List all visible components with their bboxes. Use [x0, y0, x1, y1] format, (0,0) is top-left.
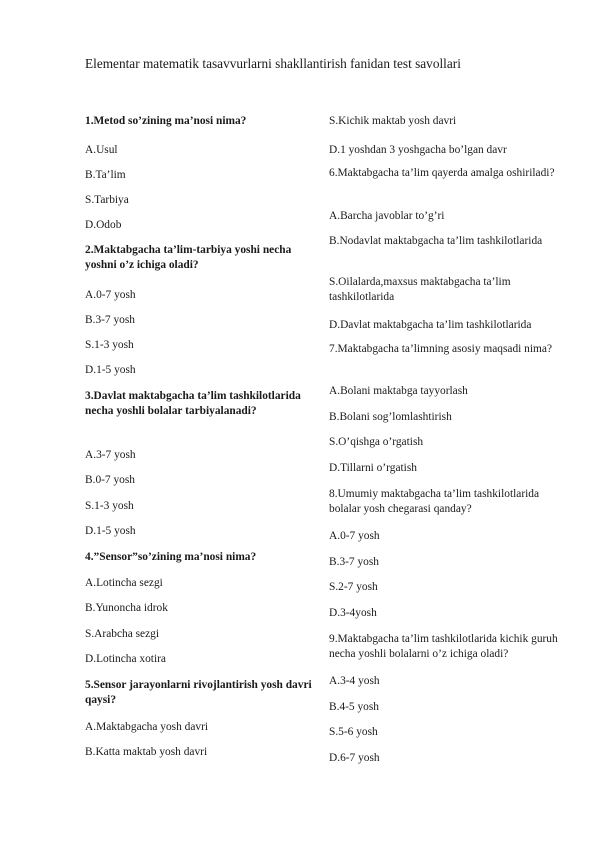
answer-4b: B.Yunoncha idrok	[85, 602, 168, 614]
answer-9a: A.3-4 yosh	[329, 675, 380, 687]
answer-6d: D.Davlat maktabgacha ta’lim tashkilotlarida	[329, 319, 532, 331]
answer-9c: S.5-6 yosh	[329, 726, 378, 738]
answer-2a: A.0-7 yosh	[85, 289, 136, 301]
answer-2b: B.3-7 yosh	[85, 314, 135, 326]
answer-4d: D.Lotincha xotira	[85, 653, 166, 665]
question-2: 2.Maktabgacha ta’lim-tarbiya yoshi necha yoshni o’z ichiga oladi?	[85, 244, 292, 271]
answer-1d: D.Odob	[85, 219, 122, 231]
answer-3d: D.1-5 yosh	[85, 525, 136, 537]
answer-3c: S.1-3 yosh	[85, 500, 134, 512]
answer-6c: S.Oilalarda,maxsus maktabgacha ta’lim tashkilotlarida	[329, 276, 511, 303]
question-6: 6.Maktabgacha ta’lim qayerda amalga oshiriladi?	[329, 167, 555, 179]
answer-8a: A.0-7 yosh	[329, 530, 380, 542]
answer-5c: S.Kichik maktab yosh davri	[329, 115, 457, 127]
answer-1b: B.Ta’lim	[85, 169, 126, 181]
document-title: Elementar matematik tasavvurlarni shakllantirish fanidan test savollari	[85, 56, 461, 71]
question-1: 1.Metod so’zining ma’nosi nima?	[85, 115, 247, 127]
answer-5d: D.1 yoshdan 3 yoshgacha bo’lgan davr	[329, 144, 507, 156]
answer-7c: S.O’qishga o’rgatish	[329, 436, 424, 448]
answer-2c: S.1-3 yosh	[85, 339, 134, 351]
answer-6a: A.Barcha javoblar to’g’ri	[329, 210, 445, 222]
question-4: 4.”Sensor”so’zining ma’nosi nima?	[85, 551, 257, 563]
question-7: 7.Maktabgacha ta’limning asosiy maqsadi nima?	[329, 343, 553, 355]
answer-8c: S.2-7 yosh	[329, 581, 378, 593]
answer-4a: A.Lotincha sezgi	[85, 577, 163, 589]
answer-3b: B.0-7 yosh	[85, 474, 135, 486]
answer-1a: A.Usul	[85, 144, 118, 156]
answer-1c: S.Tarbiya	[85, 194, 129, 206]
answer-2d: D.1-5 yosh	[85, 364, 136, 376]
answer-9d: D.6-7 yosh	[329, 752, 380, 764]
answer-8b: B.3-7 yosh	[329, 556, 379, 568]
answer-6b: B.Nodavlat maktabgacha ta’lim tashkilotlarida	[329, 235, 543, 247]
answer-5a: A.Maktabgacha yosh davri	[85, 721, 209, 733]
answer-8d: D.3-4yosh	[329, 607, 377, 619]
answer-5b: B.Katta maktab yosh davri	[85, 746, 208, 758]
answer-7b: B.Bolani sog’lomlashtirish	[329, 411, 452, 423]
answer-3a: A.3-7 yosh	[85, 449, 136, 461]
answer-4c: S.Arabcha sezgi	[85, 628, 160, 640]
question-9: 9.Maktabgacha ta’lim tashkilotlarida kichik guruh necha yoshli bolalarni o’z ichiga oladi?	[329, 633, 558, 660]
answer-7d: D.Tillarni o’rgatish	[329, 462, 417, 474]
question-5: 5.Sensor jarayonlarni rivojlantirish yosh davri qaysi?	[85, 679, 312, 706]
question-8: 8.Umumiy maktabgacha ta’lim tashkilotlarida bolalar yosh chegarasi qanday?	[329, 488, 540, 515]
answer-7a: A.Bolani maktabga tayyorlash	[329, 385, 468, 397]
question-3: 3.Davlat maktabgacha ta’lim tashkilotlarida necha yoshli bolalar tarbiyalanadi?	[85, 390, 301, 417]
answer-9b: B.4-5 yosh	[329, 701, 379, 713]
